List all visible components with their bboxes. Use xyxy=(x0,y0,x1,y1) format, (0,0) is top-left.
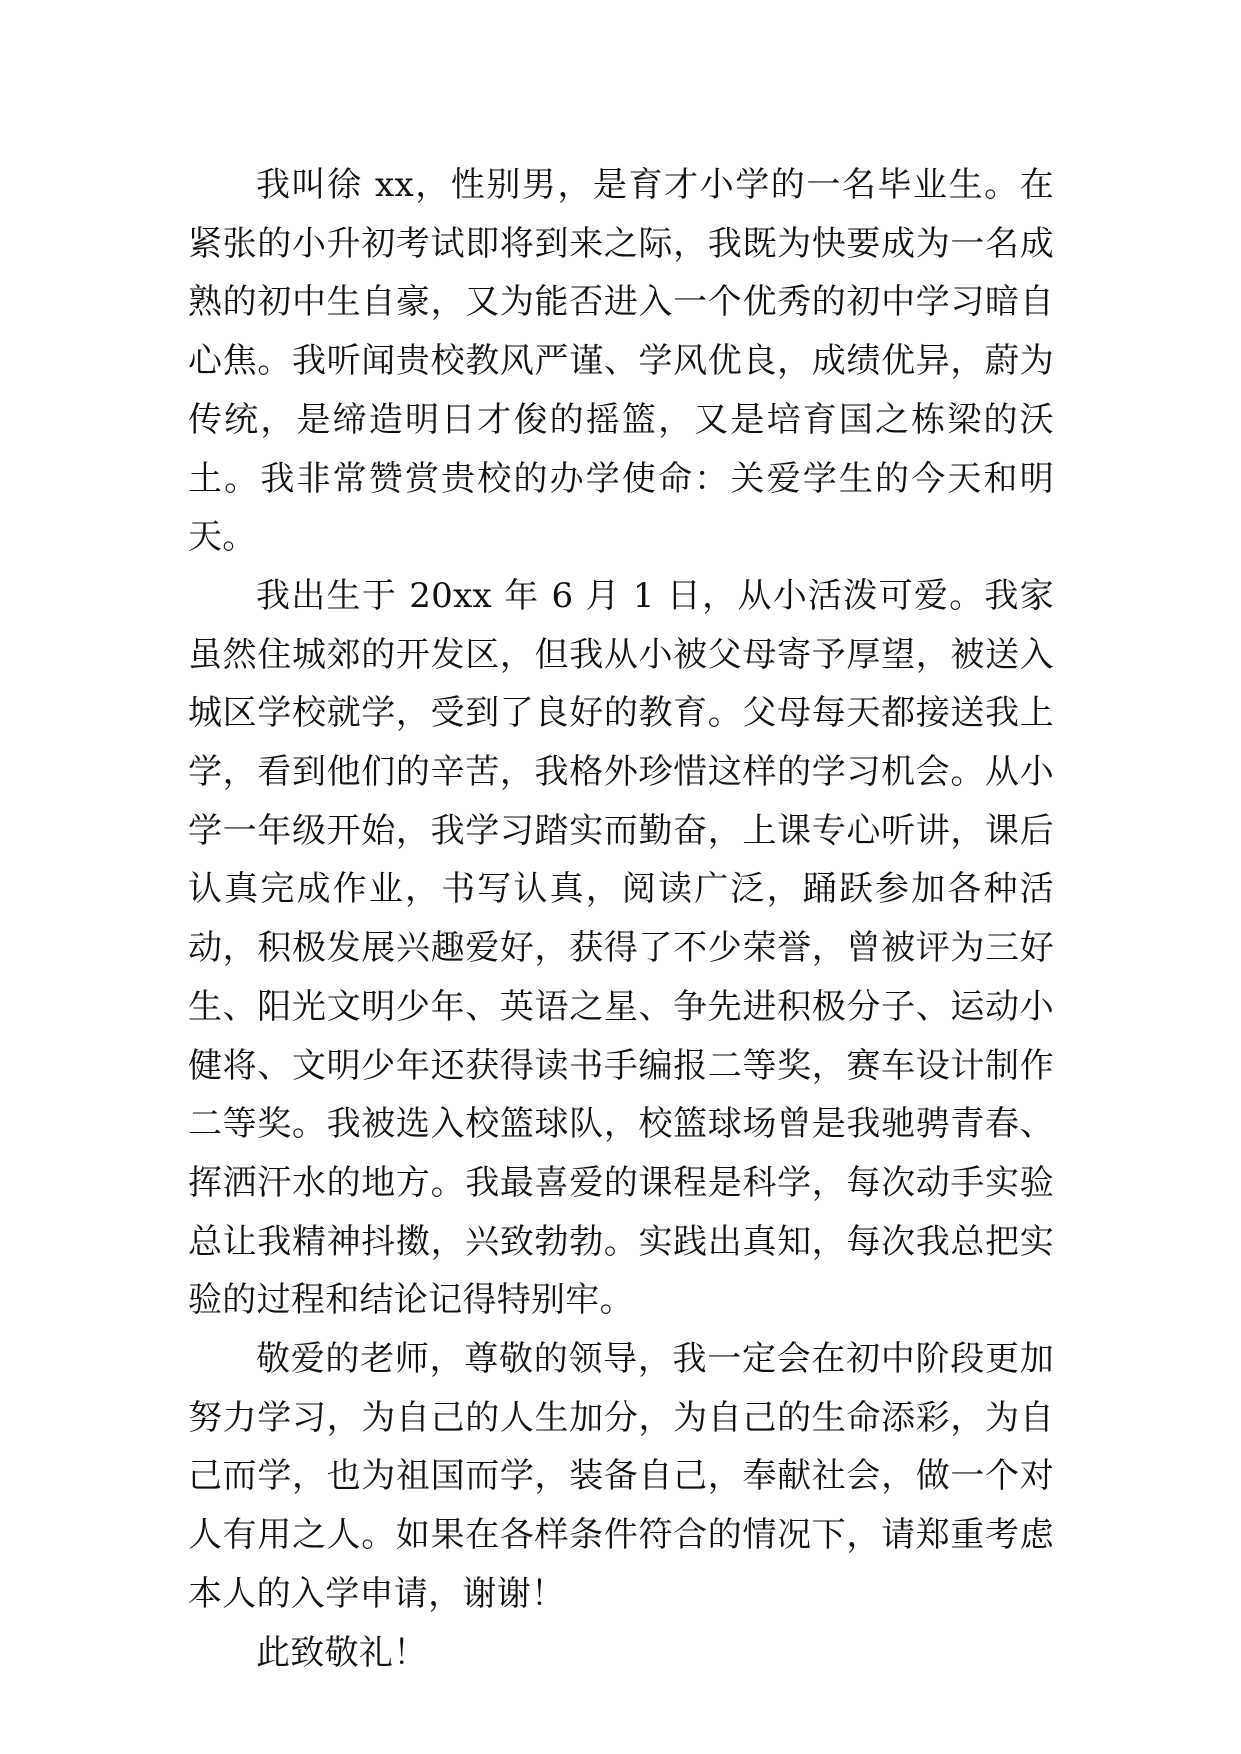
letter-body xyxy=(188,156,1054,1682)
paragraph-background: 我出生于 20xx 年 6 月 1 日，从小活泼可爱。我家虽然住城郊的开发区，但我从小被父母寄予厚望，被送入城区学校就学，受到了良好的教育。父母每天都接送我上学，看到他们的辛苦，我格外珍惜这样的学习机会。从小学一年级开始，我学习踏实而勤奋，上课专心听讲，课后认真完成作业，书写认真，阅读广泛，踊跃参加各种活动，积极发展兴趣爱好，获得了不少荣誉，曾被评为三好生、阳光文明少年、英语之星、争先进积极分子、运动小健将、文明少年还获得读书手编报二等奖，赛车设计制作二等奖。我被选入校篮球队，校篮球场曾是我驰骋青春、挥洒汗水的地方。我最喜爱的课程是科学，每次动手实验总让我精神抖擞，兴致勃勃。实践出真知，每次我总把实验的过程和结论记得特别牢。 xyxy=(188,575,1054,1321)
paragraph-introduction: 我叫徐 xx，性别男，是育才小学的一名毕业生。在紧张的小升初考试即将到来之际，我既为快要成为一名成熟的初中生自豪，又为能否进入一个优秀的初中学习暗自心焦。我听闻贵校教风严谨、学风优良，成绩优异，蔚为传统，是缔造明日才俊的摇篮，又是培育国之栋梁的沃土。我非常赞赏贵校的办学使命：关爱学生的今天和明天。 xyxy=(188,165,1054,558)
paragraph-request: 敬爱的老师，尊敬的领导，我一定会在初中阶段更加努力学习，为自己的人生加分，为自己的生命添彩，为自己而学，也为祖国而学，装备自己，奉献社会，做一个对人有用之人。如果在各样条件符合的情况下，请郑重考虑本人的入学申请，谢谢！ xyxy=(188,1339,1054,1614)
closing-salutation: 此致敬礼！ xyxy=(256,1632,428,1673)
